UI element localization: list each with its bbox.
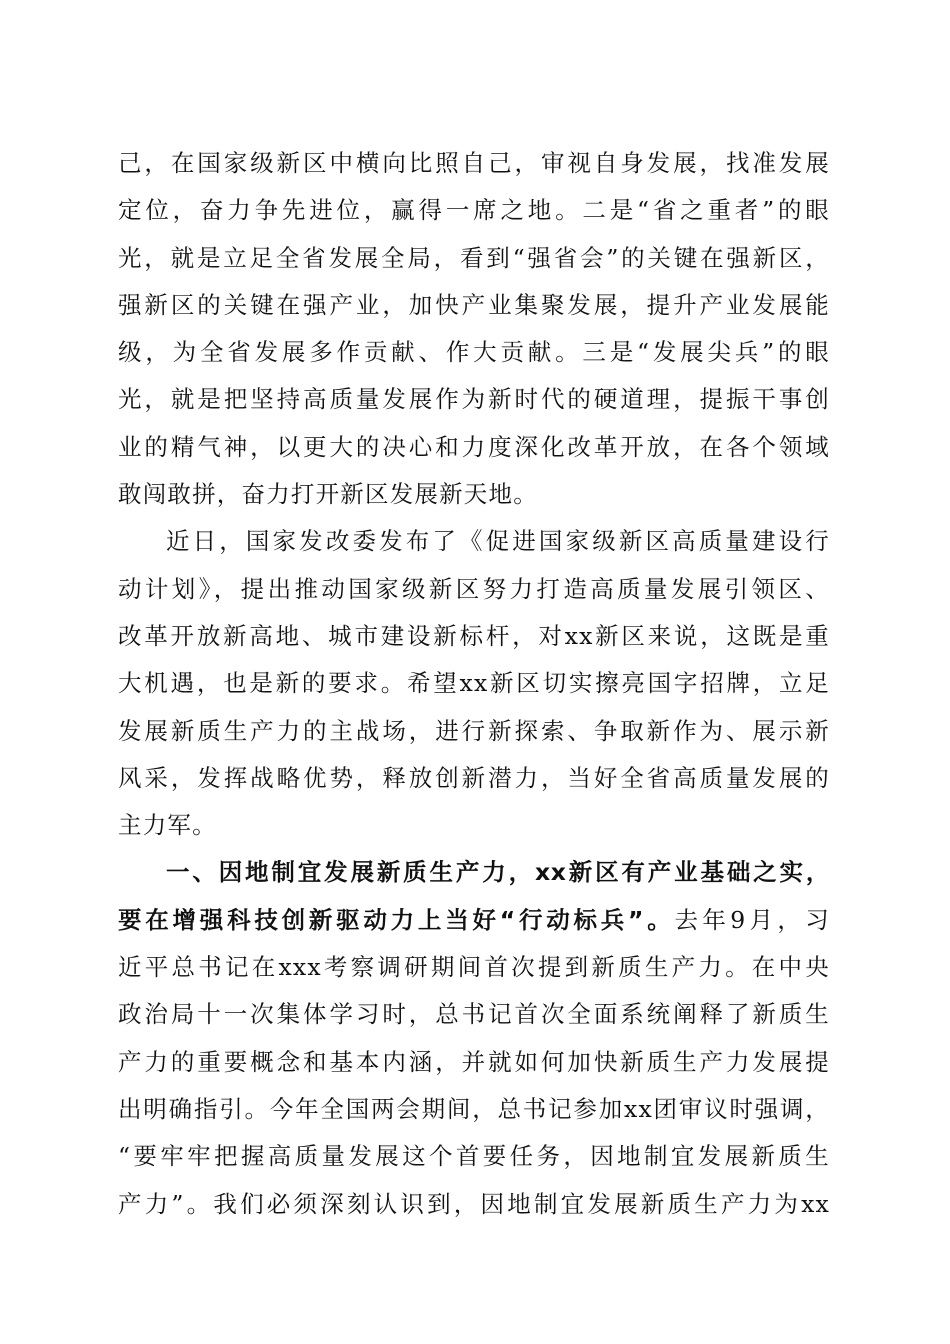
text-line: 产力”。我们必须深刻认识到，因地制宜发展新质生产力为xx — [118, 1189, 830, 1218]
text-line: 光，就是立足全省发展全局，看到“强省会”的关键在强新区， — [118, 243, 830, 272]
text-line: 主力军。 — [118, 811, 217, 840]
paragraph-3 — [118, 849, 830, 1227]
text-line: 产力的重要概念和基本内涵，并就如何加快新质生产力发展提 — [118, 1047, 830, 1076]
text-line: 风采，发挥战略优势，释放创新潜力，当好全省高质量发展的 — [118, 763, 830, 792]
text-line: 出明确指引。今年全国两会期间，总书记参加xx团审议时强调， — [118, 1094, 830, 1123]
text-line: 发展新质生产力的主战场，进行新探索、争取新作为、展示新 — [118, 716, 830, 745]
text-line: 光，就是把坚持高质量发展作为新时代的硬道理，提振干事创 — [118, 385, 830, 414]
section-heading-continued: 要在增强科技创新驱动力上当好“行动标兵”。 — [118, 905, 675, 934]
text-line: 己，在国家级新区中横向比照自己，审视自身发展，找准发展 — [118, 149, 830, 177]
text-line: 定位，奋力争先进位，赢得一席之地。二是“省之重者”的眼 — [118, 196, 830, 225]
text-line: 近平总书记在xxx考察调研期间首次提到新质生产力。在中央 — [118, 953, 830, 982]
paragraph-2 — [118, 518, 830, 849]
text-line: 强新区的关键在强产业，加快产业集聚发展，提升产业发展能 — [118, 290, 830, 319]
section-heading: 一、因地制宜发展新质生产力，xx新区有产业基础之实， — [166, 858, 830, 887]
text-line: 动计划》，提出推动国家级新区努力打造高质量发展引领区、 — [118, 574, 830, 603]
text-line: 政治局十一次集体学习时，总书记首次全面系统阐释了新质生 — [118, 1000, 830, 1029]
text-line: 业的精气神，以更大的决心和力度深化改革开放，在各个领域 — [118, 432, 830, 461]
text-line: “要牢牢把握高质量发展这个首要任务，因地制宜发展新质生 — [118, 1142, 830, 1171]
text-line: 级，为全省发展多作贡献、作大贡献。三是“发展尖兵”的眼 — [118, 338, 830, 367]
text-segment: 去年9月，习 — [674, 905, 830, 934]
text-line — [118, 897, 830, 944]
paragraph-1 — [118, 140, 830, 518]
text-line: 大机遇，也是新的要求。希望xx新区切实擦亮国字招牌，立足 — [118, 669, 830, 698]
text-line: 敢闯敢拼，奋力打开新区发展新天地。 — [118, 480, 538, 509]
text-line: 近日，国家发改委发布了《促进国家级新区高质量建设行 — [166, 527, 830, 556]
document-body — [118, 140, 830, 1228]
text-line: 改革开放新高地、城市建设新标杆，对xx新区来说，这既是重 — [118, 621, 830, 650]
